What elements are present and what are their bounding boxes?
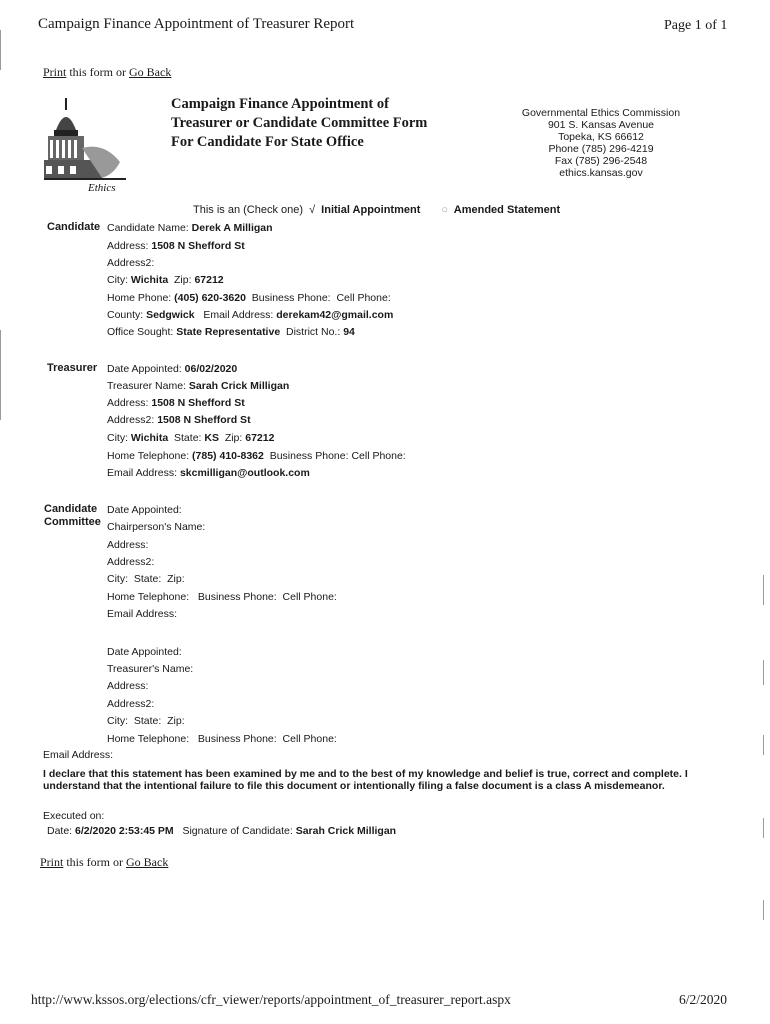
candidate-address: 1508 N Shefford St <box>151 240 245 252</box>
candidate-office-row <box>107 326 355 338</box>
candidate-phone-row <box>107 292 391 304</box>
agency-phone: Phone (785) 296-4219 <box>548 143 654 155</box>
field-label: Cell Phone: <box>336 292 391 304</box>
committee-treasurer-name-row <box>107 663 193 675</box>
field-label: Email Address: <box>203 309 274 321</box>
field-label: Cell Phone: <box>282 733 337 745</box>
field-label: Chairperson's Name: <box>107 521 206 533</box>
top-nav <box>43 65 171 80</box>
candidate-name: Derek A Milligan <box>191 222 273 234</box>
form-title: Campaign Finance Appointment of Treasurer or Candidate Committee Form For Candidate For State Office <box>171 96 428 150</box>
field-label: State: <box>133 715 162 727</box>
agency-web: ethics.kansas.gov <box>559 167 643 179</box>
go-back-link[interactable]: Go Back <box>126 855 169 869</box>
agency-name: Governmental Ethics Commission <box>521 107 681 119</box>
field-label: Home Telephone: <box>107 450 190 462</box>
field-label: Zip: <box>167 573 185 585</box>
treasurer-address: 1508 N Shefford St <box>151 397 245 409</box>
field-label: Cell Phone: <box>282 591 337 603</box>
treasurer-state: KS <box>204 432 219 444</box>
field-label: Business Phone: <box>197 591 277 603</box>
field-label: Address2: <box>107 698 155 710</box>
candidate-county: Sedgwick <box>146 309 195 321</box>
scan-edge-mark <box>763 735 764 755</box>
chair-email-row <box>107 608 177 620</box>
capitol-building-ethics-seal-icon <box>44 96 126 194</box>
scan-edge-mark <box>763 818 764 838</box>
field-label: Date: <box>47 825 73 837</box>
field-label: Address2: <box>107 257 155 269</box>
treasurer-phone-row <box>107 450 406 462</box>
chair-date-row <box>107 504 182 516</box>
candidate-city: Wichita <box>130 274 169 286</box>
field-label: Signature of Candidate: <box>182 825 293 837</box>
field-label: Zip: <box>174 274 192 286</box>
scan-edge-mark <box>763 660 764 685</box>
field-label: State: <box>174 432 202 444</box>
chair-name-row <box>107 521 205 533</box>
executed-row <box>47 825 396 837</box>
field-label: Address: <box>107 680 149 692</box>
initial-label: Initial Appointment <box>321 204 421 216</box>
field-label: Address2: <box>107 414 155 426</box>
chair-city-row <box>107 573 185 585</box>
field-label: City: <box>107 715 128 727</box>
field-label: Address2: <box>107 556 155 568</box>
candidate-section-label: Candidate <box>47 221 101 233</box>
executed-label: Executed on: <box>43 810 105 822</box>
field-label: Cell Phone: <box>351 450 406 462</box>
candidate-address-row <box>107 240 245 252</box>
committee-treasurer-address2-row <box>107 698 154 710</box>
field-label: Candidate Name: <box>107 222 189 234</box>
candidate-district: 94 <box>343 326 355 338</box>
go-back-link[interactable]: Go Back <box>129 65 172 79</box>
committee-treasurer-phone-row <box>107 733 337 745</box>
field-label: Treasurer's Name: <box>107 663 194 675</box>
treasurer-name-row <box>107 380 289 392</box>
field-label: District No.: <box>286 326 341 338</box>
treasurer-name: Sarah Crick Milligan <box>188 380 290 392</box>
field-label: Business Phone: <box>269 450 349 462</box>
field-label: Treasurer Name: <box>107 380 186 392</box>
nav-text: this form or <box>63 855 127 869</box>
candidate-home-phone: (405) 620-3620 <box>174 292 246 304</box>
committee-label-line2: Committee <box>44 516 101 528</box>
candidate-office: State Representative <box>176 326 281 338</box>
candidate-county-row <box>107 309 393 321</box>
footer-date: 6/2/2020 <box>679 992 728 1007</box>
treasurer-city-row <box>107 432 274 444</box>
statement-type <box>193 204 560 216</box>
agency-street: 901 S. Kansas Avenue <box>547 119 655 131</box>
field-label: County: <box>107 309 144 321</box>
amended-checkbox[interactable]: ○ <box>441 204 449 216</box>
field-label: State: <box>133 573 162 585</box>
scan-edge-mark <box>763 575 764 605</box>
candidate-signature: Sarah Crick Milligan <box>295 825 397 837</box>
candidate-zip: 67212 <box>194 274 224 286</box>
report-title: Campaign Finance Appointment of Treasurer Report <box>38 16 355 32</box>
field-label: Zip: <box>167 715 185 727</box>
check-prefix: This is an (Check one) <box>193 204 304 216</box>
treasurer-zip: 67212 <box>245 432 275 444</box>
field-label: Home Telephone: <box>107 591 190 603</box>
candidate-city-row <box>107 274 224 286</box>
field-label: Email Address: <box>107 608 178 620</box>
candidate-name-row <box>107 222 273 234</box>
agency-block <box>510 107 692 179</box>
bottom-nav <box>40 855 168 870</box>
chair-address-row <box>107 539 148 551</box>
email-address-label: Email Address: <box>43 749 114 761</box>
treasurer-address-row <box>107 397 245 409</box>
page-number: Page 1 of 1 <box>664 18 728 33</box>
field-label: Office Sought: <box>107 326 174 338</box>
chair-phone-row <box>107 591 337 603</box>
committee-treasurer-date-row <box>107 646 182 658</box>
amended-label: Amended Statement <box>453 204 561 216</box>
field-label: Home Phone: <box>107 292 172 304</box>
agency-fax: Fax (785) 296-2548 <box>554 155 648 167</box>
candidate-address2-row <box>107 257 154 269</box>
treasurer-address2-row <box>107 414 251 426</box>
treasurer-email-row <box>107 467 310 479</box>
field-label: Date Appointed: <box>107 363 182 375</box>
scan-edge-mark <box>763 900 764 920</box>
field-label: City: <box>107 274 128 286</box>
print-link[interactable]: Print <box>43 65 67 79</box>
field-label: Address: <box>107 539 149 551</box>
treasurer-section-label: Treasurer <box>47 362 98 374</box>
declaration-text: I declare that this statement has been examined by me and to the best of my knowledge and belief is true, correct and complete. I understand that the intentional failure to file this document or intentionally filing a false document is a class A misdemeanor. <box>43 768 688 792</box>
agency-city: Topeka, KS 66612 <box>558 131 644 143</box>
field-label: City: <box>107 432 128 444</box>
scan-edge-mark <box>0 30 1 70</box>
scan-edge-mark <box>0 330 1 420</box>
initial-checkbox[interactable]: √ <box>309 204 316 216</box>
treasurer-email: skcmilligan@outlook.com <box>179 467 310 479</box>
field-label: Address: <box>107 397 149 409</box>
field-label: Zip: <box>224 432 243 444</box>
treasurer-address2: 1508 N Shefford St <box>157 414 251 426</box>
field-label: Email Address: <box>107 467 178 479</box>
field-label: Date Appointed: <box>107 504 182 516</box>
footer-url: http://www.kssos.org/elections/cfr_viewer/reports/appointment_of_treasurer_report.aspx <box>31 992 511 1007</box>
logo-text: Ethics <box>88 182 116 194</box>
field-label: Home Telephone: <box>107 733 190 745</box>
treasurer-date-row <box>107 363 237 375</box>
field-label: City: <box>107 573 128 585</box>
nav-text: this form or <box>66 65 130 79</box>
field-label: Business Phone: <box>251 292 331 304</box>
print-link[interactable]: Print <box>40 855 64 869</box>
field-label: Date Appointed: <box>107 646 182 658</box>
treasurer-city: Wichita <box>130 432 169 444</box>
field-label: Address: <box>107 240 149 252</box>
field-label: Business Phone: <box>197 733 277 745</box>
candidate-email: derekam42@gmail.com <box>276 309 394 321</box>
committee-treasurer-city-row <box>107 715 185 727</box>
chair-address2-row <box>107 556 154 568</box>
executed-date: 6/2/2020 2:53:45 PM <box>75 825 174 837</box>
committee-label-line1: Candidate <box>44 503 98 515</box>
committee-section-label <box>44 503 101 529</box>
committee-treasurer-address-row <box>107 680 148 692</box>
treasurer-date: 06/02/2020 <box>184 363 238 375</box>
treasurer-home-phone: (785) 410-8362 <box>192 450 264 462</box>
